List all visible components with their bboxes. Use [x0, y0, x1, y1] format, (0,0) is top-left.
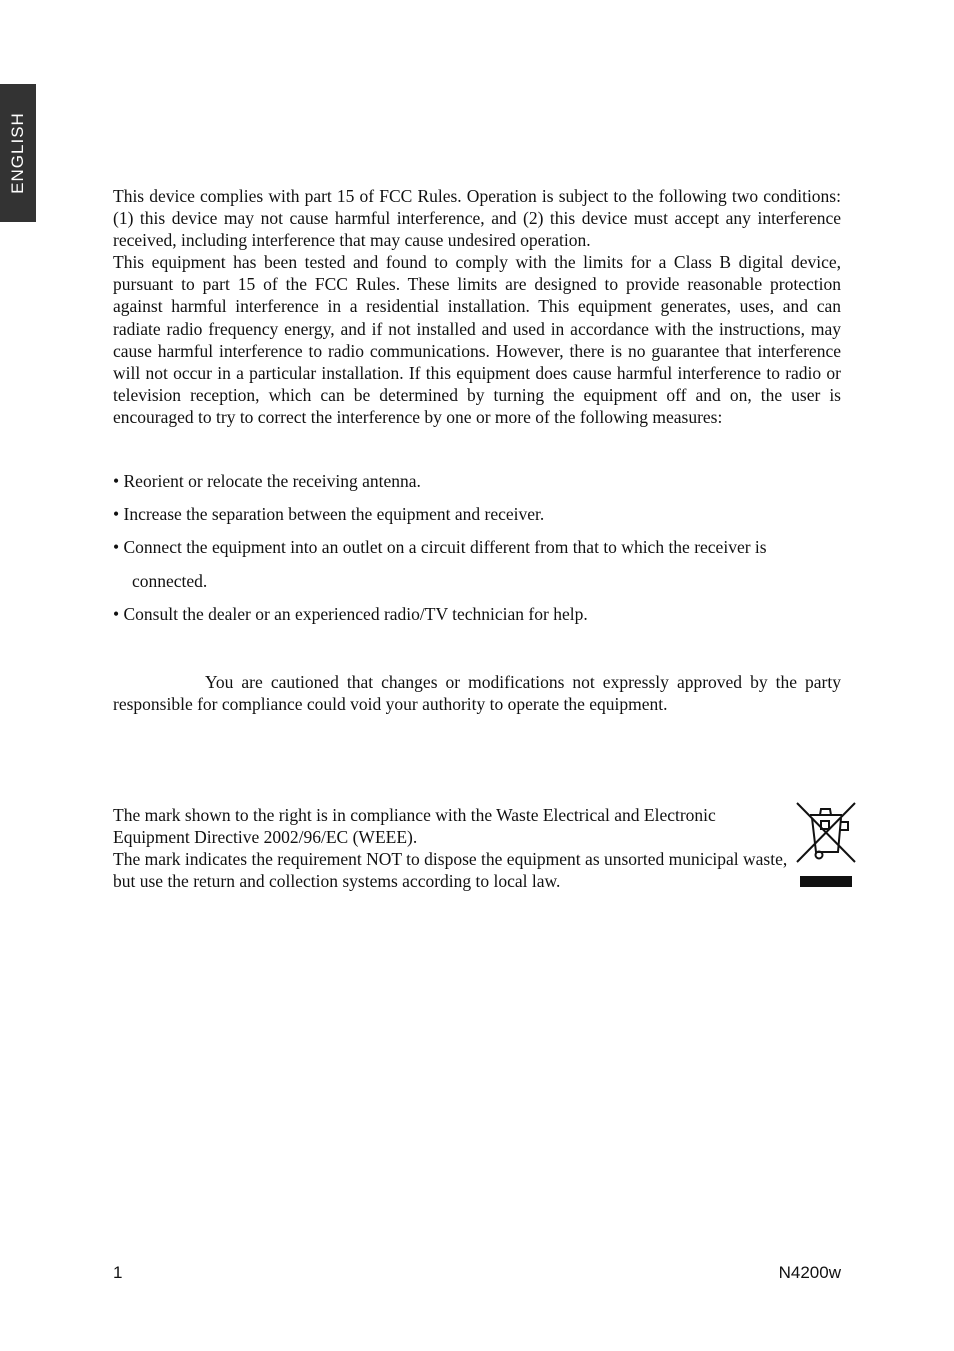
weee-statement	[113, 804, 793, 892]
weee-paragraph-2: The mark indicates the requirement NOT to dispose the equipment as unsorted municipal waste, but use the return and collection systems according to local law.	[113, 849, 788, 892]
fcc-statement	[113, 185, 841, 428]
weee-paragraph-1: The mark shown to the right is in compliance with the Waste Electrical and Electronic Equipment Directive 2002/96/EC (WEEE).	[113, 805, 716, 848]
fcc-paragraph-2: This equipment has been tested and found to comply with the limits for a Class B digital device, pursuant to part 15 of the FCC Rules. These limits are designed to provide reasonable protection against harmful interference in a residential installation. This equipment generates, uses, and can radiate radio frequency energy, and if not installed and used in accordance with the instructions, may cause harmful interference to radio communications. However, there is no guarantee that interference will not occur in a particular installation. If this equipment does cause harmful interference to radio or television reception, which can be determined by turning the equipment off and on, the user is encouraged to try to correct the interference by one or more of the following measures:	[113, 252, 841, 427]
page-number: 1	[113, 1263, 123, 1282]
caution-paragraph	[113, 671, 841, 715]
caution-text: You are cautioned that changes or modifications not expressly approved by the party responsible for compliance could void your authority to operate the equipment.	[113, 672, 841, 715]
model-name: N4200w	[778, 1263, 841, 1282]
list-item: • Consult the dealer or an experienced radio/TV technician for help.	[113, 604, 588, 624]
measures-list	[113, 470, 841, 625]
language-tab-label: ENGLISH	[8, 112, 27, 194]
language-tab	[0, 84, 36, 222]
list-item: • Increase the separation between the equipment and receiver.	[113, 504, 545, 524]
list-item: • Connect the equipment into an outlet on a circuit different from that to which the receiver is	[113, 537, 767, 557]
list-item-continuation: connected.	[132, 571, 208, 591]
fcc-paragraph-1: This device complies with part 15 of FCC Rules. Operation is subject to the following two conditions: (1) this device may not cause harmful interference, and (2) this device must accept any interference received, including interference that may cause undesired operation.	[113, 186, 841, 251]
list-item: • Reorient or relocate the receiving antenna.	[113, 471, 421, 491]
crossed-out-wheelie-bin-icon	[794, 800, 858, 892]
